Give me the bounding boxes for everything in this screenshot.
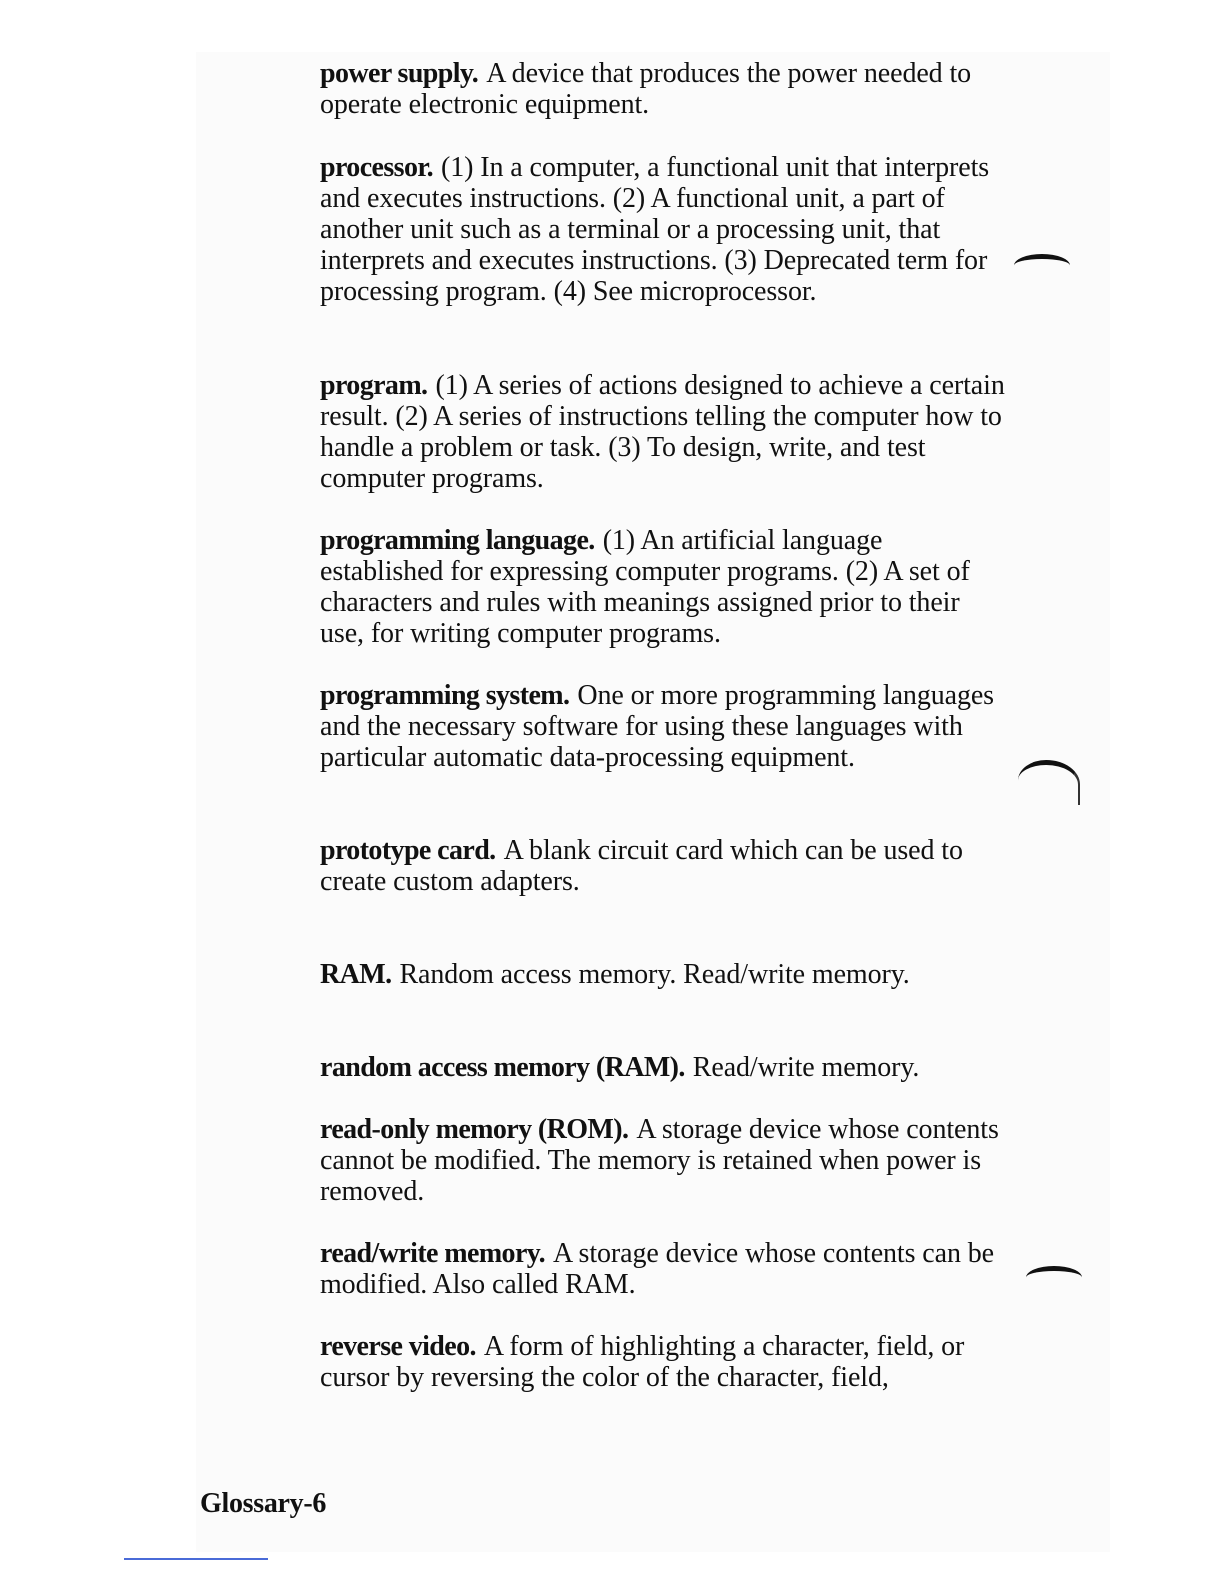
glossary-entry-read-write-memory bbox=[320, 1238, 1010, 1300]
glossary-term: random access memory (RAM). bbox=[320, 1052, 685, 1083]
glossary-entry-programming-system bbox=[320, 680, 1010, 773]
glossary-definition: (1) An artificial language established for expressing computer programs. (2) A set of characters and rules with meanings assigned prior to their use, for writing computer programs. bbox=[320, 525, 970, 649]
glossary-definition: One or more programming languages and the necessary software for using these languages with particular automatic data-processing equipment. bbox=[320, 680, 994, 773]
glossary-entry-ram bbox=[320, 959, 1010, 990]
glossary-term: processor. bbox=[320, 152, 434, 183]
binder-hole-mark bbox=[1014, 254, 1070, 277]
glossary-definition: Random access memory. Read/write memory. bbox=[399, 959, 910, 990]
glossary-term: programming language. bbox=[320, 525, 595, 556]
glossary-entry-prototype-card bbox=[320, 835, 1010, 897]
glossary-definition: (1) A series of actions designed to achieve a certain result. (2) A series of instructions telling the computer how to handle a problem or task. (3) To design, write, and test computer programs. bbox=[320, 370, 1005, 494]
glossary-entry-programming-language bbox=[320, 525, 1010, 649]
glossary-definition: (1) In a computer, a functional unit that interprets and executes instructions. (2) A functional unit, a part of another unit such as a terminal or a processing unit, that interprets and executes instructions. (3) Deprecated term for processing program. (4) See microprocessor. bbox=[320, 152, 990, 307]
glossary-entry-processor bbox=[320, 152, 1010, 307]
glossary-term: reverse video. bbox=[320, 1331, 476, 1362]
glossary-entry-read-only-memory bbox=[320, 1114, 1010, 1207]
footer-rule bbox=[124, 1558, 268, 1560]
glossary-term: program. bbox=[320, 370, 428, 401]
glossary-definition: A storage device whose contents cannot be modified. The memory is retained when power is removed. bbox=[320, 1114, 999, 1207]
glossary-definition: A device that produces the power needed to operate electronic equipment. bbox=[320, 58, 972, 120]
glossary-entry-program bbox=[320, 370, 1010, 494]
glossary-definition: A blank circuit card which can be used to create custom adapters. bbox=[320, 835, 963, 897]
glossary-definition: A form of highlighting a character, field, or cursor by reversing the color of the character, field, bbox=[320, 1331, 965, 1393]
glossary-entry-reverse-video bbox=[320, 1331, 1010, 1393]
glossary-term: programming system. bbox=[320, 680, 570, 711]
glossary-definition: Read/write memory. bbox=[692, 1052, 920, 1083]
glossary-term: read-only memory (ROM). bbox=[320, 1114, 629, 1145]
glossary-term: read/write memory. bbox=[320, 1238, 546, 1269]
glossary-entry-power-supply bbox=[320, 58, 1010, 120]
page-number: Glossary-6 bbox=[200, 1488, 327, 1519]
binder-hole-mark bbox=[1026, 1266, 1082, 1289]
glossary-term: prototype card. bbox=[320, 835, 496, 866]
glossary-entry-random-access-memory bbox=[320, 1052, 1010, 1083]
glossary-term: RAM. bbox=[320, 959, 392, 990]
glossary-definition: A storage device whose contents can be modified. Also called RAM. bbox=[320, 1238, 994, 1300]
binder-hole-mark bbox=[1018, 760, 1080, 805]
glossary-term: power supply. bbox=[320, 58, 479, 89]
